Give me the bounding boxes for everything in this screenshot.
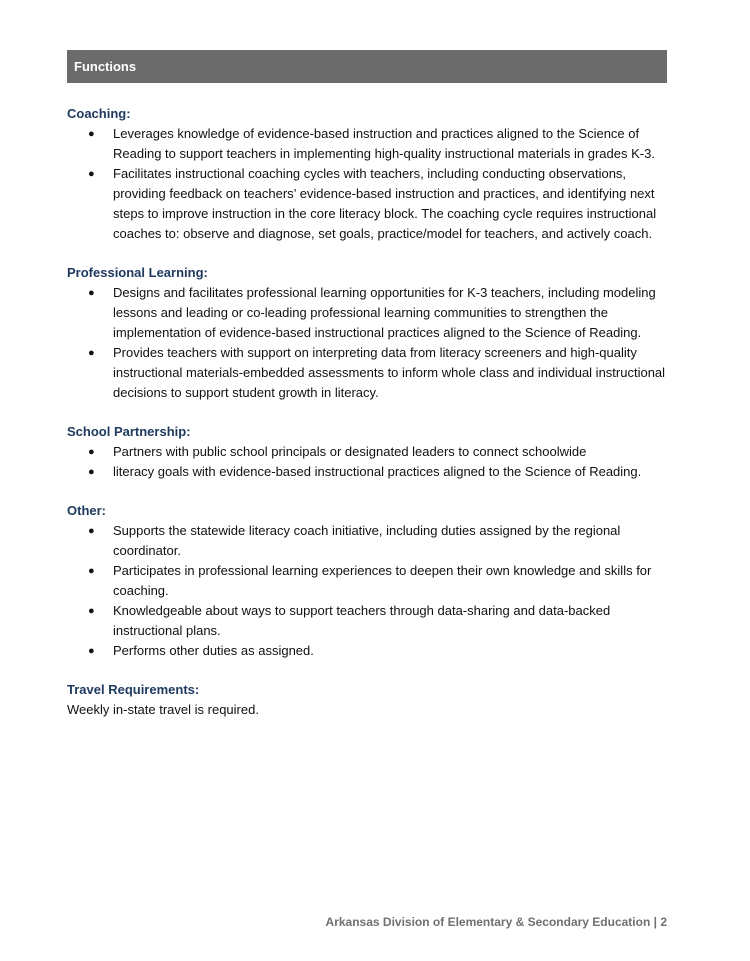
functions-header-bar <box>67 50 667 83</box>
coaching-list <box>67 124 667 244</box>
document-page <box>67 50 667 739</box>
bullet-icon: ● <box>88 128 95 140</box>
list-item-text: Facilitates instructional coaching cycles with teachers, including conducting observations, providing feedback on teachers’ evidence-based instruction and practices, and identifying next steps to improve instruction in the core literacy block. The coaching cycle requires instructional coaches to: observe and diagnose, set goals, practice/model for teachers, and actively coach. <box>113 166 657 241</box>
bullet-icon: ● <box>88 525 95 537</box>
list-item <box>67 343 667 403</box>
list-item <box>67 283 667 343</box>
list-item-text: Performs other duties as assigned. <box>113 643 314 658</box>
section-school-partnership <box>67 422 667 482</box>
section-travel-requirements <box>67 680 667 720</box>
bullet-icon: ● <box>88 605 95 617</box>
section-professional-learning <box>67 263 667 403</box>
bullet-icon: ● <box>88 565 95 577</box>
other-list <box>67 521 667 661</box>
bullet-icon: ● <box>88 446 95 458</box>
professional-learning-list <box>67 283 667 403</box>
section-title-travel-requirements: Travel Requirements: <box>67 682 200 697</box>
bullet-icon: ● <box>88 287 95 299</box>
list-item-text: Knowledgeable about ways to support teachers through data-sharing and data-backed instructional plans. <box>113 603 611 638</box>
functions-header-title: Functions <box>74 59 137 74</box>
list-item-text: literacy goals with evidence-based instructional practices aligned to the Science of Reading. <box>113 464 642 479</box>
list-item <box>67 442 667 462</box>
bullet-icon: ● <box>88 168 95 180</box>
list-item <box>67 124 667 164</box>
list-item-text: Partners with public school principals or designated leaders to connect schoolwide <box>113 444 587 459</box>
list-item-text: Supports the statewide literacy coach initiative, including duties assigned by the regional coordinator. <box>113 523 621 558</box>
section-title-school-partnership: School Partnership: <box>67 424 191 439</box>
list-item <box>67 641 667 661</box>
list-item <box>67 164 667 244</box>
bullet-icon: ● <box>88 347 95 359</box>
section-title-other: Other: <box>67 503 106 518</box>
list-item-text: Leverages knowledge of evidence-based instruction and practices aligned to the Science of Reading to support teachers in implementing high-quality instructional materials in grades K-3. <box>113 126 655 161</box>
list-item <box>67 601 667 641</box>
school-partnership-list <box>67 442 667 482</box>
list-item-text: Participates in professional learning experiences to deepen their own knowledge and skills for coaching. <box>113 563 652 598</box>
travel-requirements-text: Weekly in-state travel is required. <box>67 702 259 717</box>
bullet-icon: ● <box>88 645 95 657</box>
list-item-text: Provides teachers with support on interpreting data from literacy screeners and high-quality instructional materials-embedded assessments to inform whole class and individual instructional decisions to support student growth in literacy. <box>113 345 666 400</box>
list-item-text: Designs and facilitates professional learning opportunities for K-3 teachers, including modeling lessons and leading or co-leading professional learning communities to strengthen the implementation of evidence-based instructional practices aligned to the Science of Reading. <box>113 285 656 340</box>
page-footer: Arkansas Division of Elementary & Secondary Education | 2 <box>325 915 667 929</box>
section-other <box>67 501 667 661</box>
section-title-coaching: Coaching: <box>67 106 131 121</box>
list-item <box>67 462 667 482</box>
section-title-professional-learning: Professional Learning: <box>67 265 208 280</box>
list-item <box>67 561 667 601</box>
list-item <box>67 521 667 561</box>
bullet-icon: ● <box>88 466 95 478</box>
section-coaching <box>67 104 667 244</box>
